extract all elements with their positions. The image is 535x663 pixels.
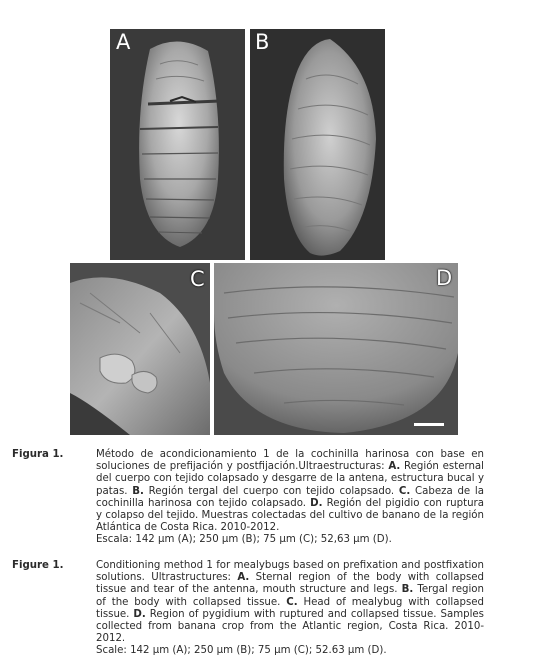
figure-panel-a (110, 29, 245, 260)
panel-label-c: C (190, 267, 205, 291)
figure-panel-d (214, 263, 458, 435)
sem-image-pygidium (214, 263, 458, 435)
caption-body-en: Conditioning method 1 for mealybugs based on prefixation and postfixation solutions. Ultrastructures: A. Sternal region of the body with collapsed tissue and tear of the antenna, mouth structure and legs. B. Tergal region of the body with collapsed tissue. C. Head of mealybug with collapsed tissue. D. Region of pygidium with ruptured and collapsed tissue. Samples collected from banana crop from the Atlantic region, Costa Rica. 2010-2012. (96, 560, 484, 645)
figure-panel-b (250, 29, 385, 260)
figure-panel-c (70, 263, 210, 435)
caption-text-es (96, 449, 484, 547)
caption-scale-en: Scale: 142 µm (A); 250 µm (B); 75 µm (C); 52.63 µm (D). (96, 645, 387, 657)
caption-label-es: Figura 1. (12, 449, 64, 460)
caption-body-es: Método de acondicionamiento 1 de la cochinilla harinosa con base en soluciones de prefijación y postfijación.Ultraestructuras: A. Región esternal del cuerpo con tejido colapsado y desgarre de la antena, estructura bucal y patas. B. Región tergal del cuerpo con tejido colapsado. C. Cabeza de la cochinilla harinosa con tejido colapsado. D. Región del pigidio con ruptura y colapso del tejido. Muestras colectadas del cultivo de banano de la región Atlántica de Costa Rica. 2010-2012. (96, 449, 485, 534)
panel-label-a: A (116, 30, 131, 54)
panel-label-b: B (255, 30, 270, 54)
caption-text-en (96, 560, 484, 658)
sem-image-head (70, 263, 210, 435)
caption-scale-es: Escala: 142 µm (A); 250 µm (B); 75 µm (C); 52,63 µm (D). (96, 534, 392, 546)
sem-image-tergal (250, 29, 385, 260)
panel-label-d: D (436, 266, 453, 290)
caption-label-en: Figure 1. (12, 560, 64, 571)
sem-image-sternal (110, 29, 245, 260)
scale-bar (414, 423, 444, 426)
